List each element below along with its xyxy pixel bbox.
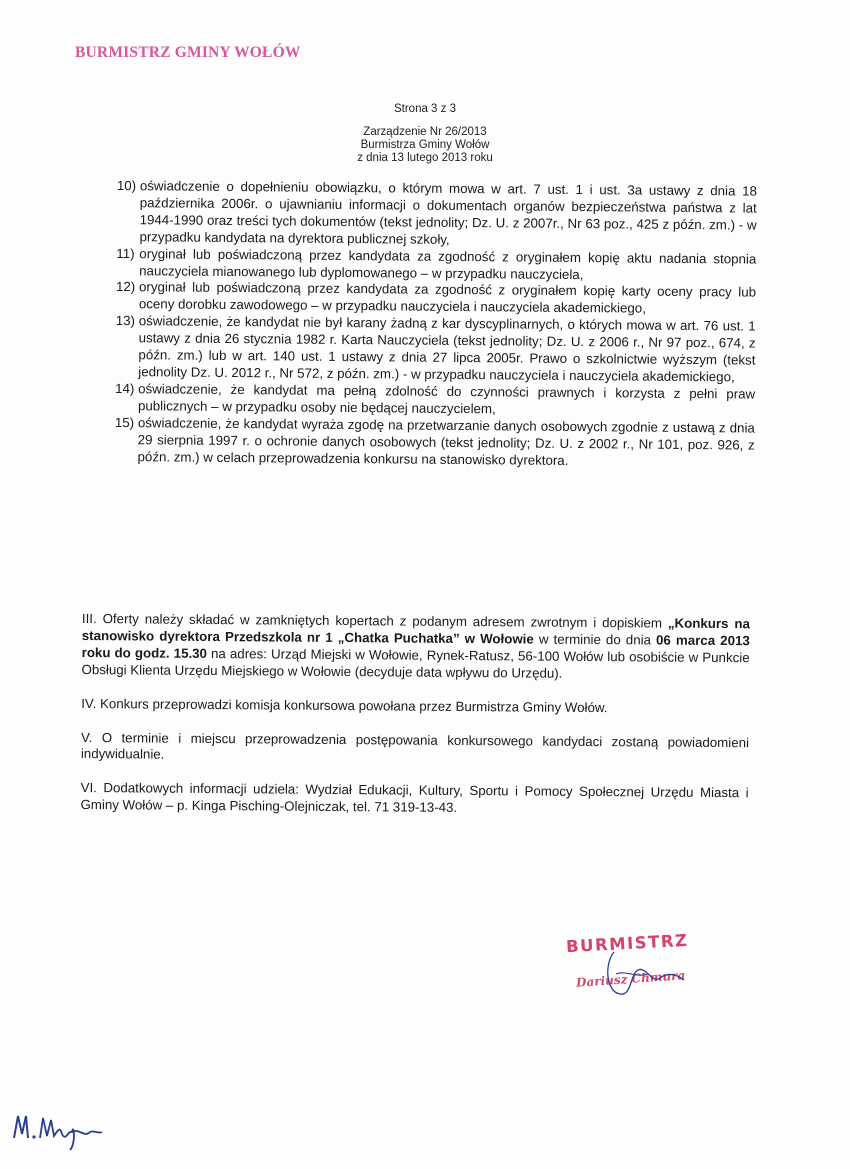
- section-iv: IV. Konkurs przeprowadzi komisja konkursowa powołana przez Burmistrza Gminy Wołów.: [81, 695, 608, 715]
- list-item: [116, 178, 757, 251]
- list-item: [115, 313, 756, 386]
- competition-title: „Konkurs na stanowisko dyrektora Przedszkola nr 1 „Chatka Puchatka” w Wołowie: [81, 615, 750, 647]
- header-stamp: BURMISTRZ GMINY WOŁÓW: [75, 44, 301, 61]
- item-number: 15): [114, 414, 135, 430]
- item-number: 13): [115, 313, 136, 329]
- signature-name: Dariusz Chmura: [575, 968, 686, 990]
- document-header: [310, 103, 540, 165]
- item-number: 14): [115, 380, 135, 397]
- item-text: oświadczenie, że kandydat wyraża zgodę na przetwarzanie danych osobowych zgodnie z ustawą z dnia 29 sierpnia 1997 r. o ochronie danych osobowych (tekst jednolity; Dz. U. z 2002 r., Nr 101, poz. 926, z późn. zm.) w celach przeprowadzenia konkursu na stanowisko dyrektora.: [137, 414, 755, 468]
- regulation-number: Zarządzenie Nr 26/2013: [363, 126, 487, 138]
- sections: [80, 611, 750, 836]
- item-number: 12): [115, 279, 136, 295]
- deadline: 06 marca 2013 roku do godz. 15.30: [81, 632, 750, 661]
- list-item: [116, 279, 756, 318]
- regulation-date: z dnia 13 lutego 2013 roku: [357, 152, 493, 164]
- handwritten-signature: [586, 944, 696, 1004]
- page-number: Strona 3 z 3: [393, 103, 456, 115]
- list-item: [114, 415, 754, 471]
- section-vi: VI. Dodatkowych informacji udziela: Wydział Edukacji, Kultury, Sportu i Pomocy Społecznej Urzędu Miasta i Gminy Wołów – p. Kinga Pisching-Olejniczak, tel. 71 319-13-43.: [80, 780, 749, 816]
- item-text: oryginał lub poświadczoną przez kandydata za zgodność z oryginałem kopię karty oceny pracy lub oceny dorobku zawodowego – w przypadku nauczyciela i nauczyciela akademickiego,: [138, 279, 757, 316]
- item-text: oryginał lub poświadczoną przez kandydata za zgodność z oryginałem kopię aktu nadania stopnia nauczyciela mianowanego lub dyplomowanego – w przypadku nauczyciela,: [139, 245, 757, 282]
- section-iii: III. Oferty należy składać w zamkniętych kopertach z podanym adresem zwrotnym i dopiskiem „Konkurs na stanowisko dyrektora Przedszkola nr 1 „Chatka Puchatka” w Wołowie w terminie do dnia 06 marca 2013 roku do godz. 15.30 na adres: Urząd Miejski w Wołowie, Rynek-Ratusz, 56-100 Wołów lub osobiście w Punkcie Obsługi Klienta Urzędu Miejskiego w Wołowie (decyduje data wpływu do Urzędu).: [81, 611, 750, 681]
- requirements-list: [114, 178, 756, 471]
- handwritten-initials: [10, 1108, 120, 1158]
- issuer: Burmistrza Gminy Wołów: [360, 139, 490, 151]
- item-number: 10): [116, 178, 137, 194]
- signature-title: BURMISTRZ: [565, 930, 689, 957]
- item-text: oświadczenie o dopełnieniu obowiązku, o którym mowa w art. 7 ust. 1 i ust. 3a ustawy z dnia 18 października 2006r. o ujawnianiu informacji o dokumentach organów bezpieczeństwa państwa z lat 1944-1990 oraz treści tych dokumentów (tekst jednolity; Dz. U. z 2007r., Nr 63 poz., 425 z późn. zm.) - w przypadku kandydata na dyrektora publicznej szkoły,: [139, 178, 757, 247]
- item-number: 11): [116, 245, 135, 261]
- item-text: oświadczenie, że kandydat nie był karany żadną z kar dyscyplinarnych, o których mowa w art. 76 ust. 1 ustawy z dnia 26 stycznia 1982 r. Karta Nauczyciela (tekst jednolity; Dz. U. z 2006 r., Nr 97 poz., 674, z późn. zm.) lub w art. 140 ust. 1 ustawy z dnia 27 lipca 2005r. Prawo o szkolnictwie wyższym (tekst jednolity Dz. U. 2012 r., Nr 572, z późn. zm.) - w przypadku nauczyciela i nauczyciela akademickiego,: [138, 313, 756, 385]
- item-text: oświadczenie, że kandydat ma pełną zdolność do czynności prawnych i korzysta z pełni praw publicznych – w przypadku osoby nie będącej nauczycielem,: [137, 381, 756, 417]
- signature-stamp: [565, 930, 716, 1004]
- list-item: [116, 246, 756, 285]
- list-item: [115, 381, 755, 420]
- section-v: V. O terminie i miejscu przeprowadzenia postępowania konkursowego kandydaci zostaną powiadomieni indywidualnie.: [80, 729, 750, 763]
